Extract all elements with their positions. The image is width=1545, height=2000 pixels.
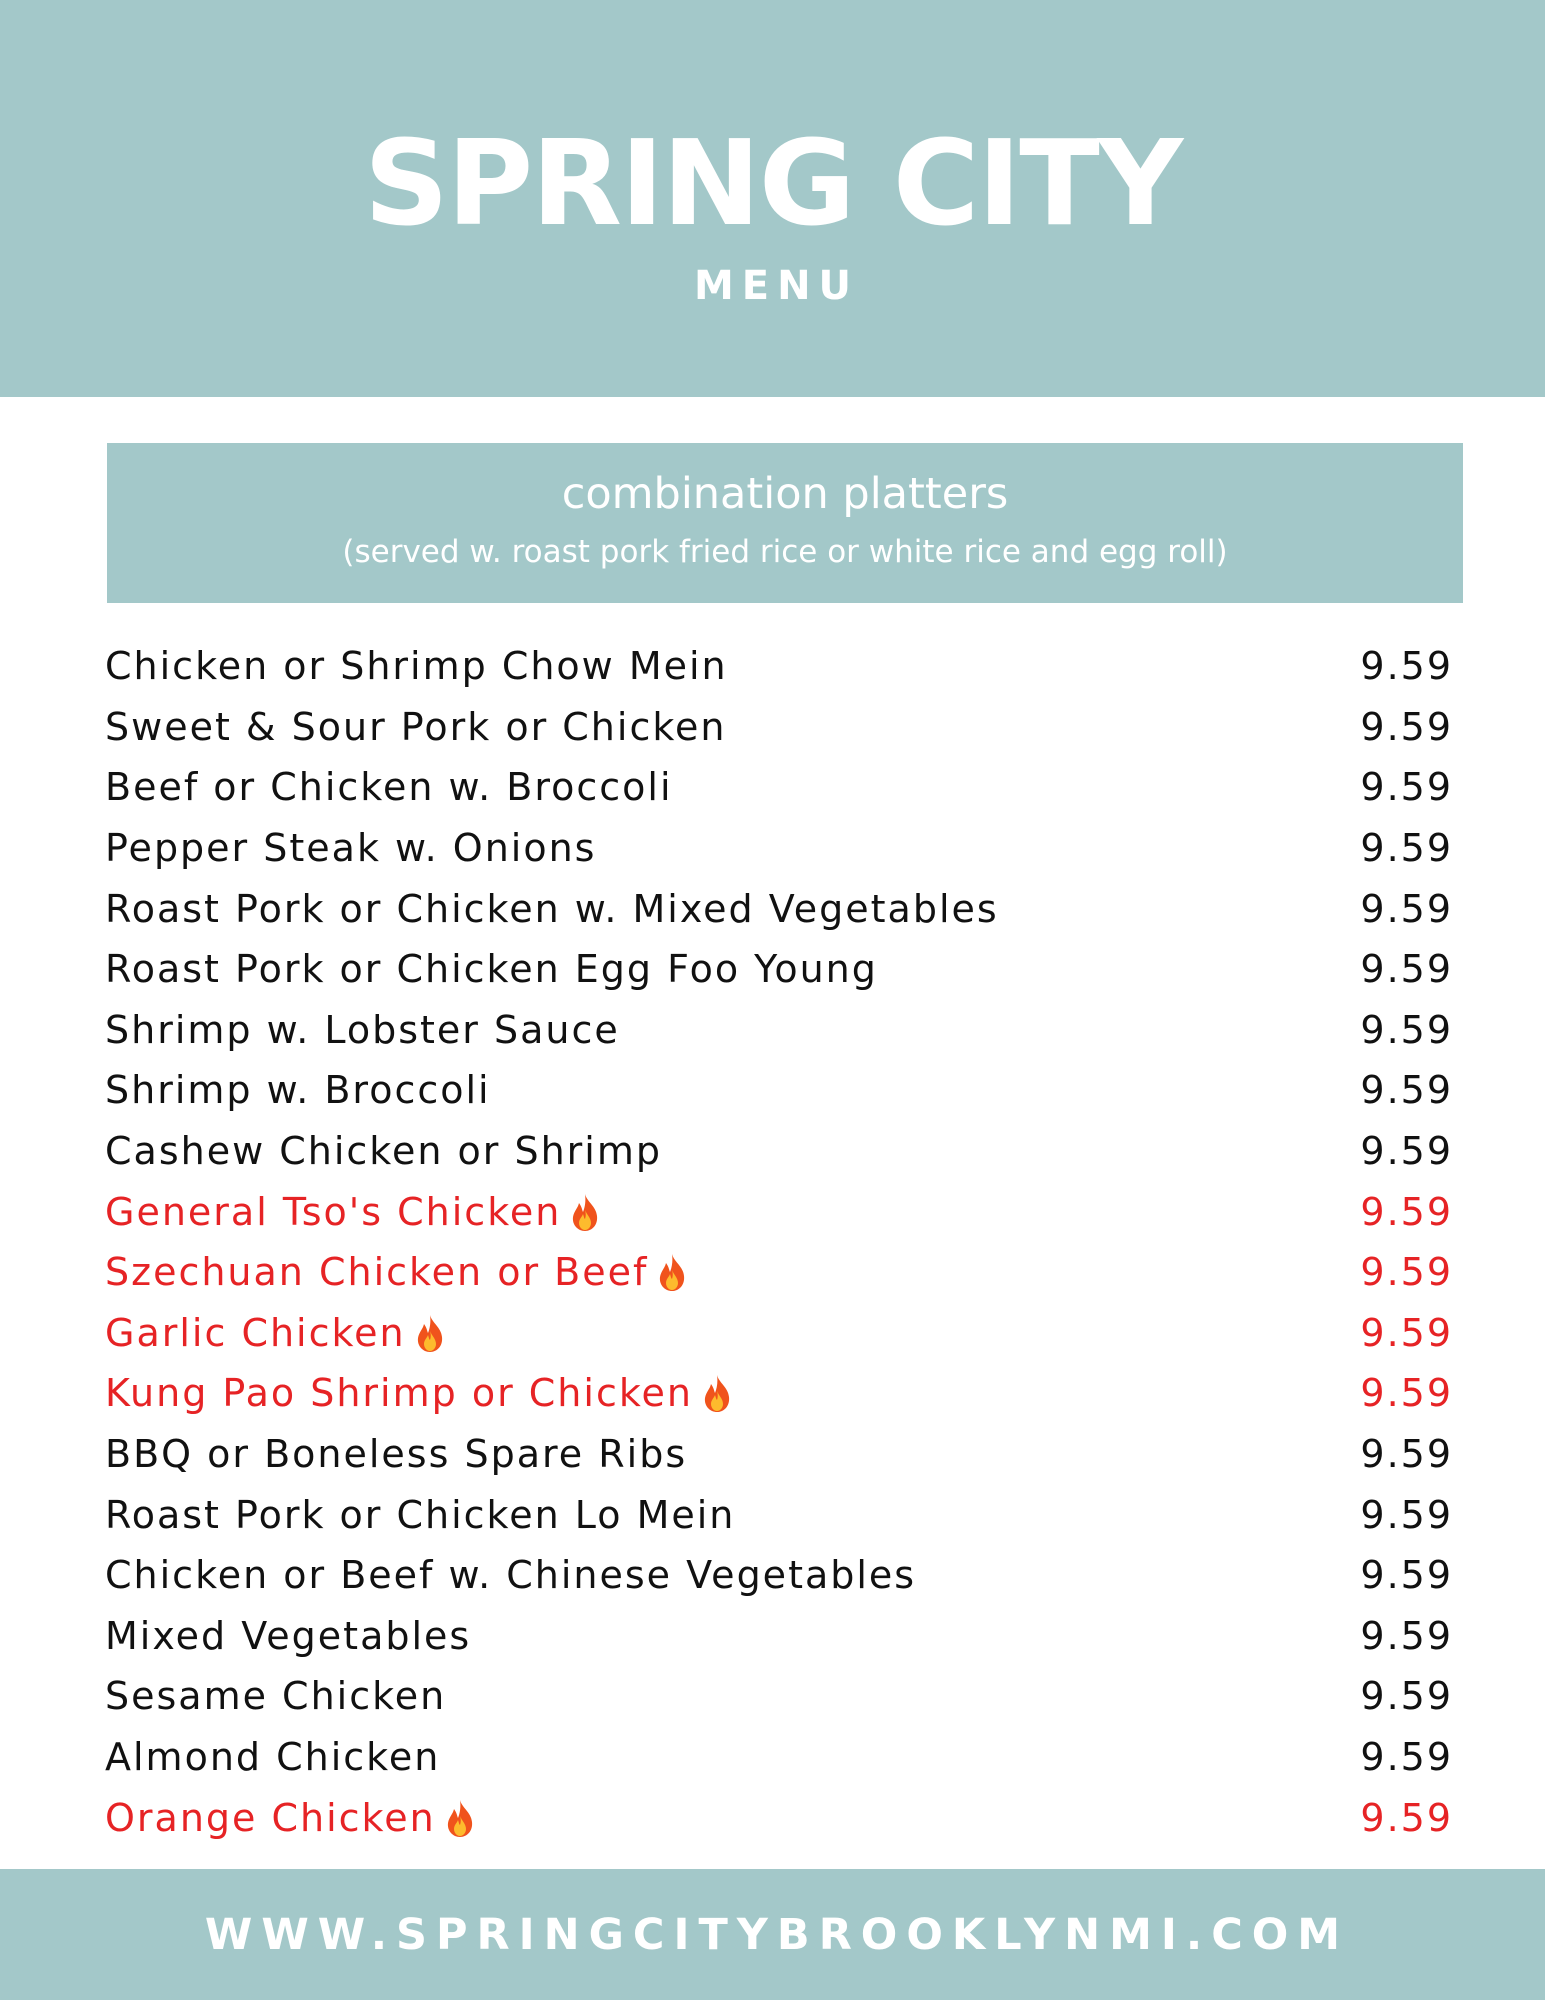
menu-item-name: Roast Pork or Chicken w. Mixed Vegetables: [105, 886, 999, 931]
menu-item-name-wrap: [105, 705, 726, 749]
menu-subtitle: MENU: [693, 263, 860, 309]
menu-item-price: 9.59: [1360, 1734, 1453, 1779]
menu-item-price: 9.59: [1360, 1310, 1453, 1355]
menu-item: [105, 1060, 1453, 1121]
menu-item: [105, 939, 1453, 1000]
menu-item: [105, 1000, 1453, 1061]
menu-item: [105, 757, 1453, 818]
menu-item-name-wrap: [105, 947, 878, 991]
menu-item: [105, 1363, 1453, 1424]
menu-item: [105, 1787, 1453, 1848]
menu-item-price: 9.59: [1360, 1189, 1453, 1234]
menu-item-price: 9.59: [1360, 1795, 1453, 1840]
menu-item-name: Sweet & Sour Pork or Chicken: [105, 704, 727, 749]
menu-item-name: Sesame Chicken: [105, 1674, 447, 1719]
menu-item-name-wrap: [105, 826, 596, 870]
menu-item-name-wrap: [105, 1735, 440, 1779]
menu-item-name: Roast Pork or Chicken Lo Mein: [105, 1492, 736, 1537]
menu-list: [105, 636, 1453, 1848]
menu-item-price: 9.59: [1360, 1553, 1453, 1598]
fire-icon: [444, 1798, 476, 1838]
menu-item-name-wrap: [105, 644, 728, 688]
menu-item-price: 9.59: [1360, 1129, 1453, 1174]
menu-item: [105, 1121, 1453, 1182]
website-link[interactable]: WWW.SPRINGCITYBROOKLYNMI.COM: [204, 1910, 1350, 1960]
menu-item-name: Chicken or Shrimp Chow Mein: [105, 644, 728, 689]
menu-item-name-wrap: [105, 1614, 471, 1658]
menu-item-name: Pepper Steak w. Onions: [105, 826, 597, 871]
menu-item-name-wrap: [105, 1068, 491, 1112]
fire-icon: [656, 1252, 688, 1292]
menu-item-name-wrap: [105, 887, 999, 931]
menu-item: [105, 697, 1453, 758]
section-title: combination platters: [561, 469, 1009, 519]
menu-item: [105, 878, 1453, 939]
menu-item-name: Almond Chicken: [105, 1734, 441, 1779]
menu-item-name: Roast Pork or Chicken Egg Foo Young: [105, 947, 878, 992]
footer-banner: [0, 1869, 1545, 2000]
fire-icon: [414, 1313, 446, 1353]
menu-item: [105, 636, 1453, 697]
menu-item-name-wrap: [105, 1796, 476, 1840]
menu-item: [105, 1303, 1453, 1364]
menu-item-name: Chicken or Beef w. Chinese Vegetables: [105, 1553, 917, 1598]
menu-item-price: 9.59: [1360, 826, 1453, 871]
menu-item-price: 9.59: [1360, 704, 1453, 749]
menu-item-name: Cashew Chicken or Shrimp: [105, 1129, 662, 1174]
menu-item-name: Szechuan Chicken or Beef: [105, 1250, 649, 1295]
menu-item-name-wrap: [105, 1371, 733, 1415]
menu-item-name: Orange Chicken: [105, 1795, 436, 1840]
menu-item-name-wrap: [105, 1129, 662, 1173]
section-header: [107, 443, 1463, 603]
menu-item-price: 9.59: [1360, 1613, 1453, 1658]
menu-item: [105, 1606, 1453, 1667]
menu-item-name: General Tso's Chicken: [105, 1189, 562, 1234]
section-note: (served w. roast pork fried rice or white rice and egg roll): [342, 534, 1228, 570]
restaurant-title: SPRING CITY: [363, 114, 1182, 252]
menu-item-name-wrap: [105, 1493, 735, 1537]
menu-item-name: Garlic Chicken: [105, 1310, 406, 1355]
menu-item-name: Beef or Chicken w. Broccoli: [105, 765, 673, 810]
menu-item-name: Mixed Vegetables: [105, 1613, 472, 1658]
menu-item: [105, 1545, 1453, 1606]
menu-item-name-wrap: [105, 1008, 620, 1052]
menu-item-price: 9.59: [1360, 765, 1453, 810]
menu-item-name-wrap: [105, 765, 673, 809]
fire-icon: [569, 1192, 601, 1232]
menu-item: [105, 1666, 1453, 1727]
header-banner: [0, 0, 1545, 397]
menu-item: [105, 1727, 1453, 1788]
menu-item-name-wrap: [105, 1553, 916, 1597]
menu-item-name: Shrimp w. Broccoli: [105, 1068, 491, 1113]
menu-item-price: 9.59: [1360, 1068, 1453, 1113]
menu-item-name-wrap: [105, 1250, 688, 1294]
menu-item-name: BBQ or Boneless Spare Ribs: [105, 1432, 688, 1477]
menu-item-name: Shrimp w. Lobster Sauce: [105, 1007, 620, 1052]
menu-item-price: 9.59: [1360, 1674, 1453, 1719]
menu-item: [105, 1424, 1453, 1485]
menu-item-price: 9.59: [1360, 886, 1453, 931]
menu-item-price: 9.59: [1360, 1492, 1453, 1537]
menu-item-name-wrap: [105, 1674, 446, 1718]
menu-item-price: 9.59: [1360, 1371, 1453, 1416]
menu-item-price: 9.59: [1360, 1432, 1453, 1477]
menu-item-name-wrap: [105, 1311, 446, 1355]
menu-item-price: 9.59: [1360, 1250, 1453, 1295]
menu-item: [105, 818, 1453, 879]
menu-item: [105, 1181, 1453, 1242]
fire-icon: [701, 1373, 733, 1413]
menu-item-name-wrap: [105, 1432, 687, 1476]
menu-item-price: 9.59: [1360, 947, 1453, 992]
menu-item: [105, 1484, 1453, 1545]
menu-item: [105, 1242, 1453, 1303]
menu-item-price: 9.59: [1360, 1007, 1453, 1052]
menu-item-price: 9.59: [1360, 644, 1453, 689]
menu-item-name-wrap: [105, 1190, 601, 1234]
menu-item-name: Kung Pao Shrimp or Chicken: [105, 1371, 693, 1416]
